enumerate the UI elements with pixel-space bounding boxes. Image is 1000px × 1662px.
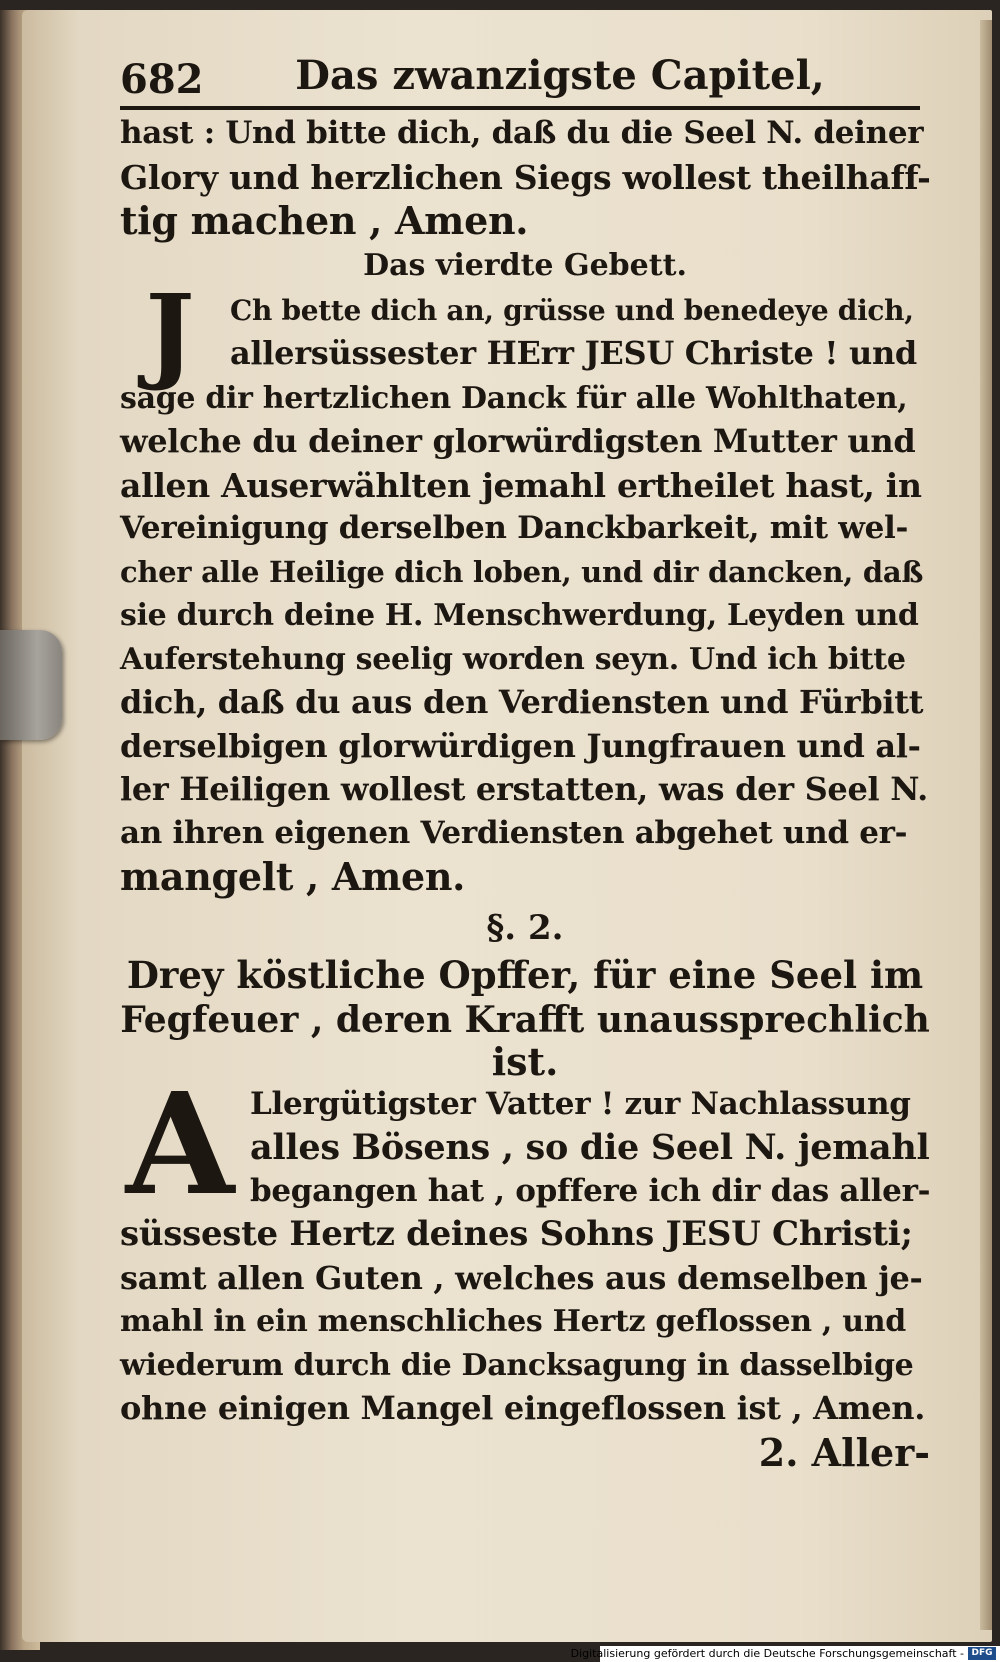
page-clip <box>0 630 62 740</box>
header-rule <box>120 106 920 110</box>
text-line: Ch bette dich an, grüsse und benedeye dich, <box>230 293 914 327</box>
text-line: alles Bösens , so die Seel N. jemahl <box>250 1127 930 1168</box>
text-line: begangen hat , opffere ich dir das aller- <box>250 1172 931 1209</box>
text-line: allersüssester HErr JESU Christe ! und <box>230 334 918 372</box>
running-head: Das zwanzigste Capitel, <box>295 52 825 99</box>
page-edge <box>980 20 992 1630</box>
page-body <box>120 112 930 1475</box>
text-line: allen Auserwählten jemahl ertheilet hast, in <box>120 465 922 505</box>
text-line: an ihren eigenen Verdiensten abgehet und er- <box>120 814 908 851</box>
section-title: Drey köstliche Opffer, für eine Seel im <box>126 952 924 997</box>
text-line: samt allen Guten , welches aus demselben je- <box>120 1258 923 1297</box>
text-line: ohne einigen Mangel eingeflossen ist , Amen. <box>120 1389 926 1427</box>
section-paragraph <box>120 1062 931 1431</box>
text-line: wiederum durch die Dancksagung in dasselbige <box>120 1347 914 1383</box>
text-line: sage dir hertzlichen Danck für alle Wohlthaten, <box>120 380 908 416</box>
text-line: Vereinigung derselben Danckbarkeit, mit wel- <box>120 510 909 546</box>
prayer-paragraph <box>120 270 930 899</box>
text-line: dich, daß du aus den Verdiensten und Fürbitt <box>120 683 924 721</box>
catchword: 2. Aller- <box>758 1429 930 1475</box>
section-title: Fegfeuer , deren Krafft unaussprechlich <box>120 998 930 1041</box>
drop-cap: A <box>125 1062 235 1227</box>
text-line: mangelt , Amen. <box>120 854 466 899</box>
dfg-logo: DFG <box>968 1647 996 1660</box>
prayer-title: Das vierdte Gebett. <box>363 247 687 283</box>
text-line: tig machen , Amen. <box>120 198 529 243</box>
text-line: hast : Und bitte dich, daß du die Seel N. deiner <box>120 115 924 151</box>
page-header <box>120 48 930 108</box>
digitization-credit <box>570 1646 1000 1662</box>
text-line: Auferstehung seelig worden seyn. Und ich bitte <box>120 641 906 677</box>
drop-cap: J <box>145 270 195 394</box>
text-line: cher alle Heilige dich loben, und dir dancken, daß <box>120 554 924 589</box>
text-line: derselbigen glorwürdigen Jungfrauen und al- <box>120 726 921 765</box>
text-line: sie durch deine H. Menschwerdung, Leyden und <box>120 598 919 633</box>
text-line: süsseste Hertz deines Sohns JESU Christi; <box>120 1214 913 1254</box>
section-number: §. 2. <box>486 907 564 948</box>
text-line: Glory und herzlichen Siegs wollest theilhaff- <box>120 157 931 197</box>
section-title: ist. <box>491 1038 559 1084</box>
text-line: mahl in ein menschliches Hertz geflossen , und <box>120 1304 906 1339</box>
page-number: 682 <box>120 56 204 103</box>
text-line: ler Heiligen wollest erstatten, was der Seel N. <box>120 770 928 808</box>
text-line: welche du deiner glorwürdigsten Mutter und <box>120 422 916 460</box>
text-line: Llergütigster Vatter ! zur Nachlassung <box>250 1085 911 1122</box>
credit-text: Digitalisierung gefördert durch die Deutsche Forschungsgemeinschaft - <box>570 1647 964 1660</box>
